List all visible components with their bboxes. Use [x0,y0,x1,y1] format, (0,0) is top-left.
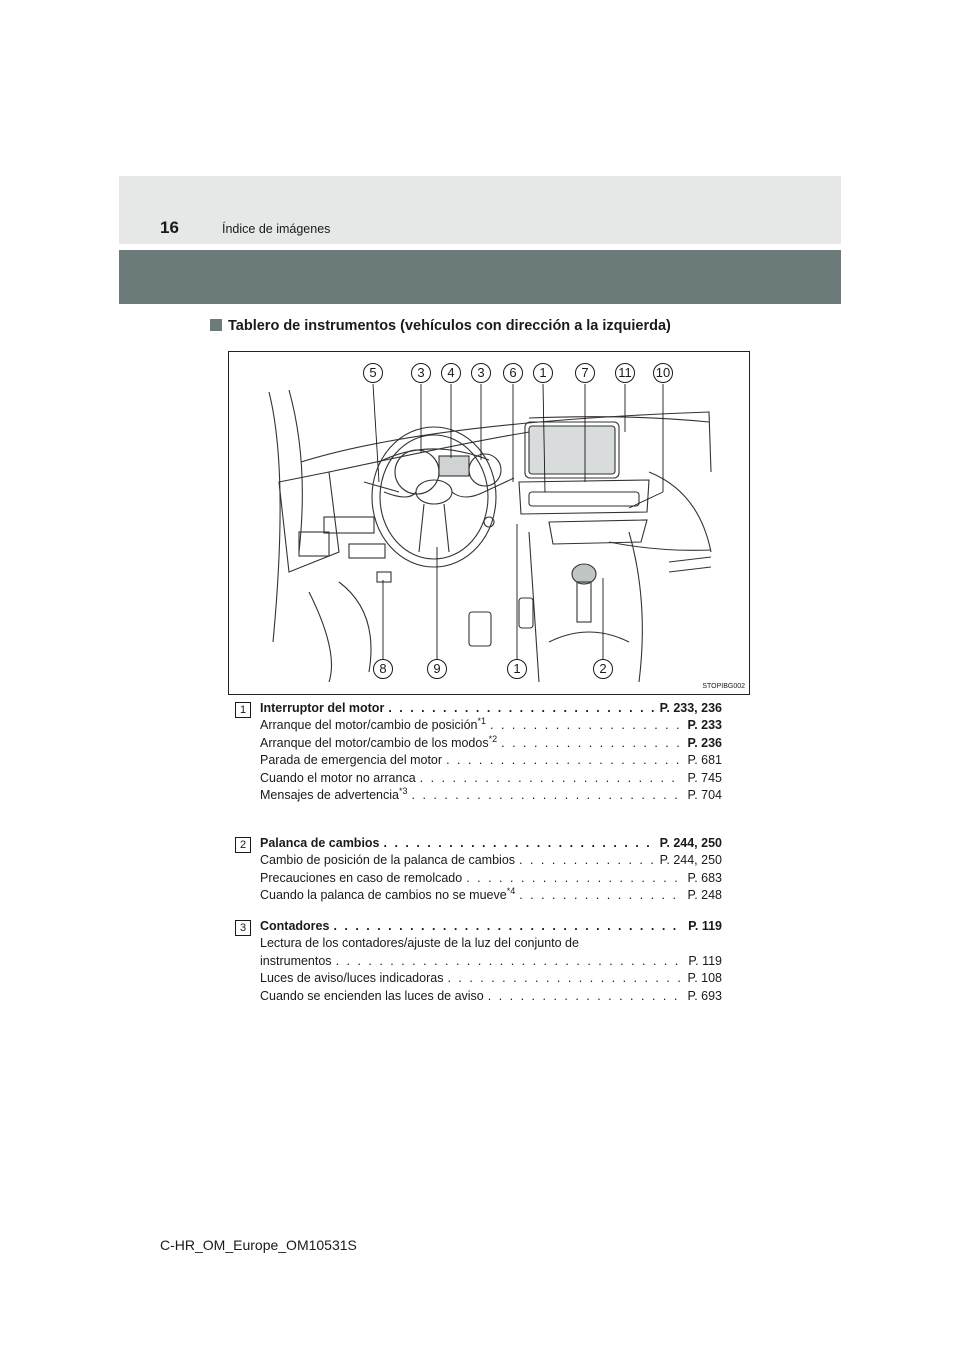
entry-line: Luces de aviso/luces indicadoras . . . P. 108 [260,970,722,987]
callout-top-3: 4 [441,363,461,383]
entry-line: Interruptor del motor . . . P. 233, 236 [260,700,722,717]
entry-line: Parada de emergencia del motor . . . P. 681 [260,752,722,769]
entry-1 [260,700,722,804]
callout-bottom-4: 2 [593,659,613,679]
entry-line: Arranque del motor/cambio de posición$^{*1}$ . . . P. 233 [260,717,722,734]
figure-code: STOPIBG002 [702,683,745,690]
dashboard-illustration [228,351,750,695]
section-square-icon [210,319,222,331]
entry-line: Cuando la palanca de cambios no se mueve$^{*4}$ . . . P. 248 [260,887,722,904]
callout-top-6: 1 [533,363,553,383]
entry-line: Cuando el motor no arranca . . . P. 745 [260,770,722,787]
dashboard-drawing [229,352,749,694]
entry-line: Mensajes de advertencia$^{*3}$ . . . P. 704 [260,787,722,804]
section-title-text: Tablero de instrumentos (vehículos con dirección a la izquierda) [228,318,671,334]
callout-top-2: 3 [411,363,431,383]
entry-marker-3: 3 [235,920,251,936]
callout-top-8: 11 [615,363,635,383]
entry-marker-2: 2 [235,837,251,853]
entry-line: Lectura de los contadores/ajuste de la luz del conjunto de [260,936,579,951]
entry-line: Cambio de posición de la palanca de cambios . . . P. 244, 250 [260,852,722,869]
entry-line: Cuando se encienden las luces de aviso . . . P. 693 [260,988,722,1005]
page-header-title: Índice de imágenes [222,222,331,236]
entry-marker-1: 1 [235,702,251,718]
header-bar [119,250,841,304]
callout-top-9: 10 [653,363,673,383]
entry-line: Palanca de cambios . . . P. 244, 250 [260,835,722,852]
callout-top-1: 5 [363,363,383,383]
callout-bottom-3: 1 [507,659,527,679]
section-title [210,318,671,334]
callout-top-7: 7 [575,363,595,383]
entry-2 [260,835,722,905]
entry-line: instrumentos . . . P. 119 [260,953,722,970]
footer-document-id: C-HR_OM_Europe_OM10531S [160,1237,357,1253]
callout-top-4: 3 [471,363,491,383]
entry-line: Precauciones en caso de remolcado . . . P. 683 [260,870,722,887]
entry-line: Arranque del motor/cambio de los modos$^{*2}$ . . . P. 236 [260,735,722,752]
page-number: 16 [160,218,179,237]
callout-top-5: 6 [503,363,523,383]
entry-3 [260,918,722,1005]
entry-line: Contadores . . . P. 119 [260,918,722,935]
callout-bottom-1: 8 [373,659,393,679]
callout-bottom-2: 9 [427,659,447,679]
